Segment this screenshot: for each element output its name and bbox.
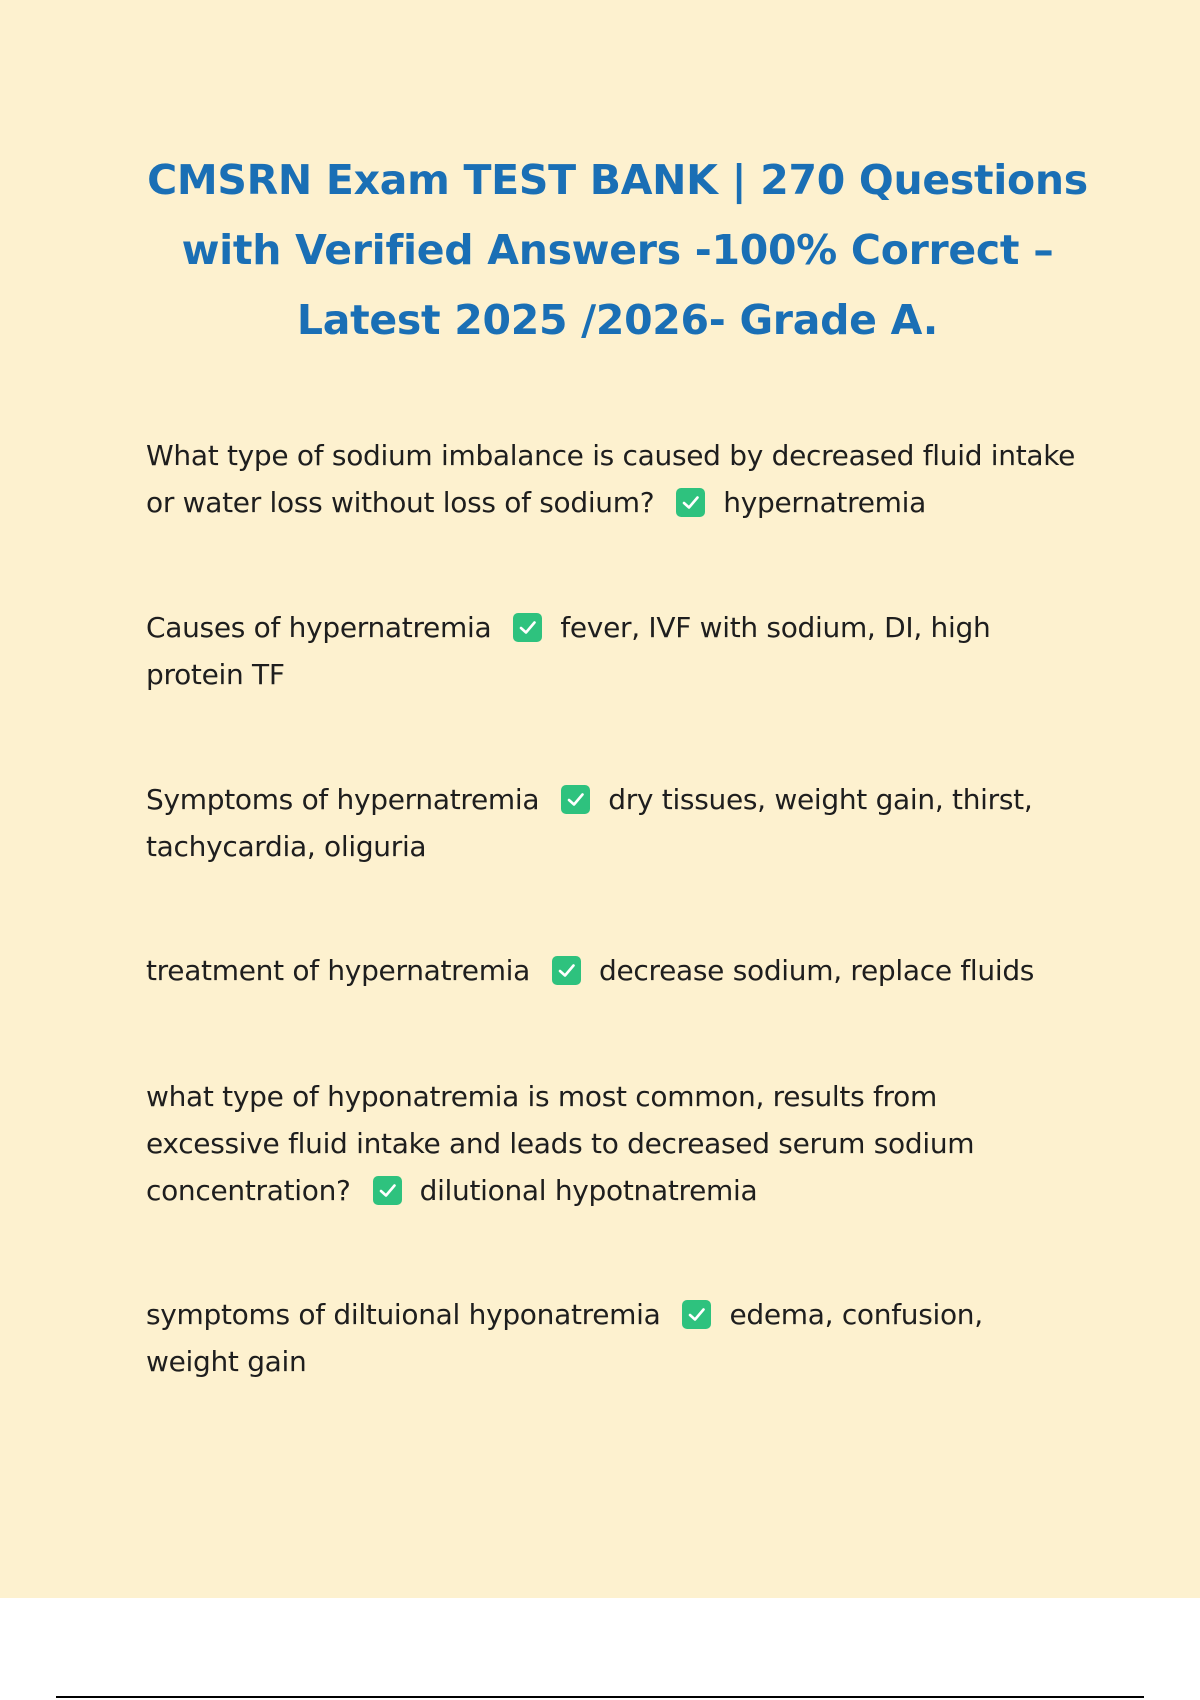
answer-text: dry tissues, weight gain, thirst, tachycardia, oliguria	[146, 783, 1033, 863]
qa-item-6	[146, 1291, 1076, 1385]
question-text: treatment of hypernatremia	[146, 954, 531, 987]
footer-divider	[56, 1696, 1144, 1698]
answer-text: dilutional hypotnatremia	[419, 1174, 758, 1207]
answer-text: fever, IVF with sodium, DI, high protein TF	[146, 611, 991, 691]
check-mark-icon	[682, 1300, 711, 1329]
answer-text: hypernatremia	[723, 486, 926, 519]
check-mark-icon	[513, 613, 542, 642]
question-text: Symptoms of hypernatremia	[146, 783, 540, 816]
check-mark-icon	[561, 785, 590, 814]
qa-item-5	[146, 1073, 1076, 1214]
title-line-3: Latest 2025 /2026- Grade A.	[296, 296, 939, 344]
answer-text: decrease sodium, replace fluids	[599, 954, 1035, 987]
title-line-1: CMSRN Exam TEST BANK | 270 Questions	[147, 156, 1088, 204]
check-mark-icon	[552, 956, 581, 985]
question-text: What type of sodium imbalance is caused by decreased fluid intake or water loss without loss of sodium?	[146, 439, 1076, 519]
qa-item-3	[146, 776, 1076, 870]
check-mark-icon	[373, 1176, 402, 1205]
check-mark-icon	[676, 488, 705, 517]
qa-item-1	[146, 432, 1076, 526]
document-title	[90, 145, 1145, 355]
qa-item-4	[146, 947, 1076, 994]
question-text: what type of hyponatremia is most common, results from excessive fluid intake and leads to decreased serum sodium concentration?	[146, 1080, 975, 1207]
question-text: symptoms of diltuional hyponatremia	[146, 1298, 661, 1331]
question-text: Causes of hypernatremia	[146, 611, 492, 644]
title-line-2: with Verified Answers -100% Correct –	[181, 226, 1054, 274]
answer-text: edema, confusion, weight gain	[146, 1298, 983, 1378]
qa-item-2	[146, 604, 1076, 698]
